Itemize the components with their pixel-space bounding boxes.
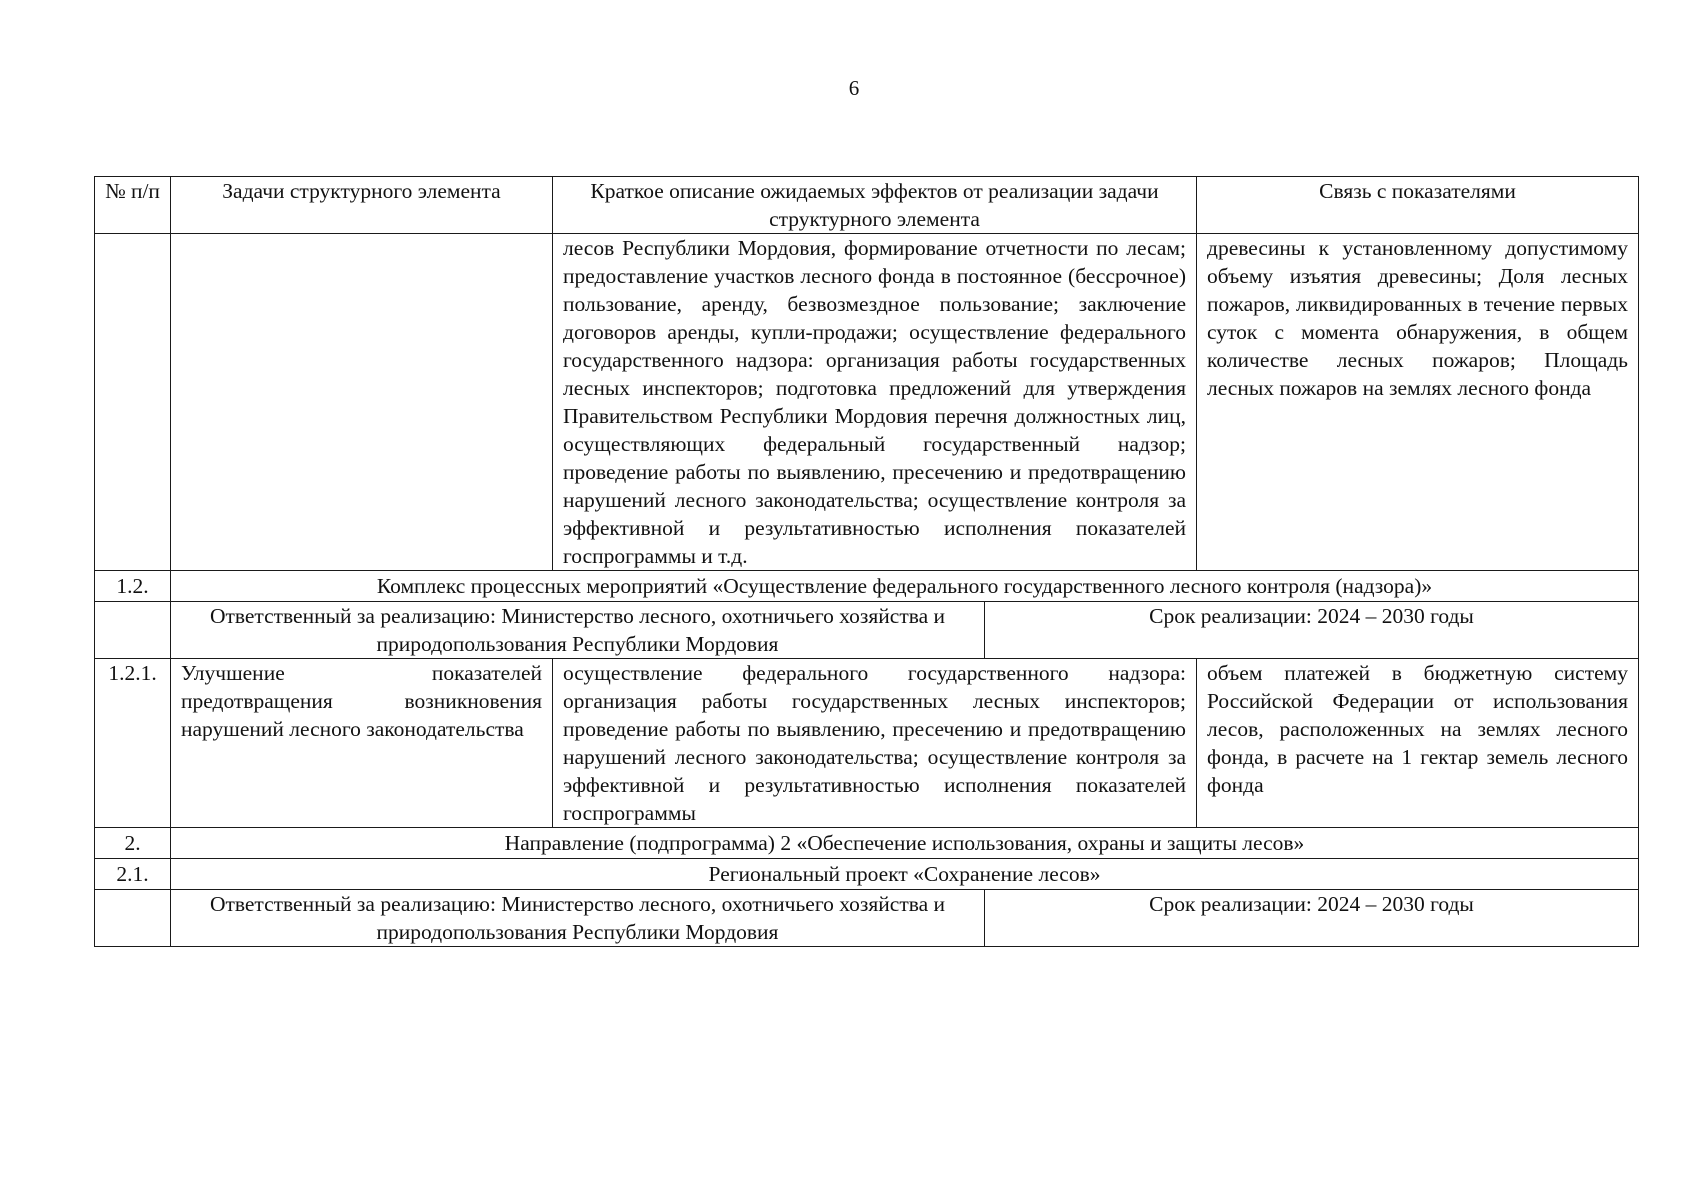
row-num bbox=[95, 234, 171, 571]
table-row-2-1-responsible bbox=[95, 890, 1639, 947]
row-indicator: объем платежей в бюджетную систему Российской Федерации от использования лесов, расположенных на землях лесного фонда, в расчете на 1 гектар земель лесного фонда bbox=[1197, 659, 1639, 828]
row-num bbox=[95, 890, 171, 947]
section-title: Региональный проект «Сохранение лесов» bbox=[171, 859, 1639, 890]
table-row-continuation bbox=[95, 234, 1639, 571]
page-number: 6 bbox=[848, 76, 860, 100]
table-row-1-2-responsible bbox=[95, 602, 1639, 659]
table-row-2-1 bbox=[95, 859, 1639, 890]
section-title: Комплекс процессных мероприятий «Осуществление федерального государственного лесного контроля (надзора)» bbox=[171, 571, 1639, 602]
term-text: Срок реализации: 2024 – 2030 годы bbox=[985, 602, 1639, 659]
row-num: 1.2.1. bbox=[95, 659, 171, 828]
row-num bbox=[95, 602, 171, 659]
row-indicator: древесины к установленному допустимому объему изъятия древесины; Доля лесных пожаров, ликвидированных в течение первых суток с момента обнаружения, в общем количестве лесных пожаров; Площадь лесных пожаров на землях лесного фонда bbox=[1197, 234, 1639, 571]
row-task: Улучшение показателей предотвращения возникновения нарушений лесного законодательства bbox=[171, 659, 553, 828]
table-row-1-2 bbox=[95, 571, 1639, 602]
row-effect: лесов Республики Мордовия, формирование отчетности по лесам; предоставление участков лесного фонда в постоянное (бессрочное) пользование, аренду, безвозмездное пользование; заключение договоров аренды, купли-продажи; осуществление федерального государственного надзора: организация работы государственных лесных инспекторов; подготовка предложений для утверждения Правительством Республики Мордовия перечня должностных лиц, осуществляющих федеральный государственный надзор; проведение работы по выявлению, пресечению и предотвращению нарушений лесного законодательства; осуществление контроля за эффективной и результативностью исполнения показателей госпрограммы и т.д. bbox=[553, 234, 1197, 571]
program-structure-table bbox=[94, 176, 1639, 947]
responsible-text: Ответственный за реализацию: Министерство лесного, охотничьего хозяйства и природопользования Республики Мордовия bbox=[171, 890, 985, 947]
header-num: № п/п bbox=[95, 177, 171, 234]
header-tasks: Задачи структурного элемента bbox=[171, 177, 553, 234]
table-row-1-2-1 bbox=[95, 659, 1639, 828]
header-effects: Краткое описание ожидаемых эффектов от реализации задачи структурного элемента bbox=[553, 177, 1197, 234]
row-num: 1.2. bbox=[95, 571, 171, 602]
row-effect: осуществление федерального государственного надзора: организация работы государственных лесных инспекторов; проведение работы по выявлению, пресечению и предотвращению нарушений лесного законодательства; осуществление контроля за эффективной и результативностью исполнения показателей госпрограммы bbox=[553, 659, 1197, 828]
table-row-2 bbox=[95, 828, 1639, 859]
responsible-text: Ответственный за реализацию: Министерство лесного, охотничьего хозяйства и природопользования Республики Мордовия bbox=[171, 602, 985, 659]
row-num: 2.1. bbox=[95, 859, 171, 890]
header-indicators: Связь с показателями bbox=[1197, 177, 1639, 234]
row-task bbox=[171, 234, 553, 571]
row-num: 2. bbox=[95, 828, 171, 859]
table-header-row bbox=[95, 177, 1639, 234]
section-title: Направление (подпрограмма) 2 «Обеспечение использования, охраны и защиты лесов» bbox=[171, 828, 1639, 859]
term-text: Срок реализации: 2024 – 2030 годы bbox=[985, 890, 1639, 947]
